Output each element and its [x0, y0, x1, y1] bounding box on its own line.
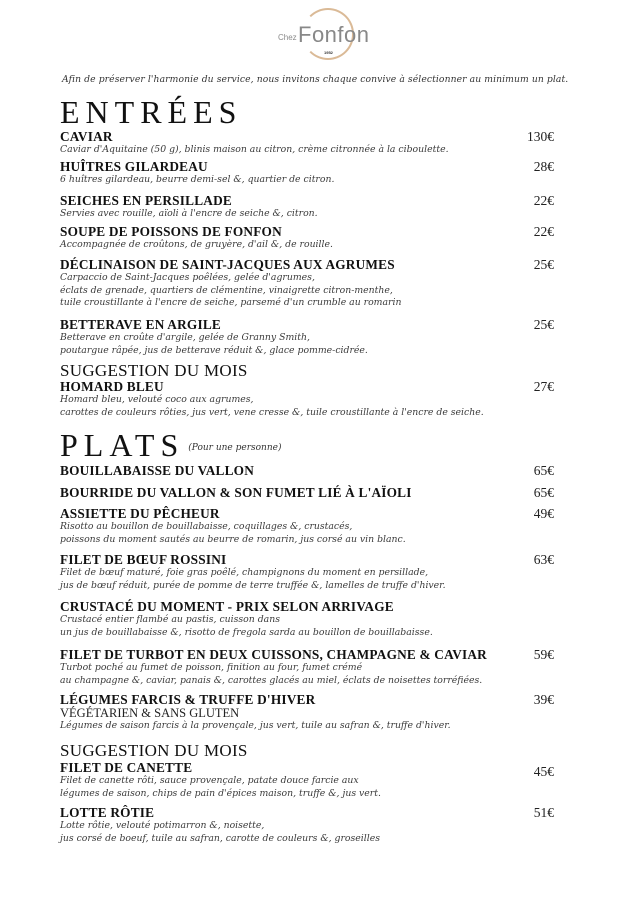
item-price: 39€ — [533, 692, 554, 707]
menu-item — [60, 692, 560, 733]
item-name: BOURRIDE DU VALLON & SON FUMET LIÉ À L'AÏOLI — [60, 485, 412, 500]
menu-item — [60, 805, 560, 845]
menu-item — [60, 760, 560, 800]
menu-item — [60, 257, 560, 310]
item-desc: Lotte rôtie, velouté potimarron &, noisette, — [60, 820, 265, 831]
intro-note: Afin de préserver l'harmonie du service, nous invitons chaque convive à sélectionner au minimum un plat. — [62, 74, 569, 85]
item-desc: Légumes de saison farcis à la provençale, jus vert, tuile au safran &, truffe d'hiver. — [60, 720, 451, 731]
item-desc: Crustacé entier flambé au pastis, cuisson dans — [60, 614, 280, 625]
item-desc: tuile croustillante à l'encre de seiche, parsemé d'un crumble au romarin — [60, 297, 402, 309]
item-price: 49€ — [533, 506, 554, 521]
item-name: SOUPE DE POISSONS DE FONFON — [60, 224, 282, 239]
item-price: 59€ — [533, 647, 554, 662]
item-desc: jus de bœuf réduit, purée de pomme de terre truffée &, lamelles de truffe d'hiver. — [60, 579, 446, 591]
menu-item — [60, 159, 560, 187]
item-desc: Turbot poché au fumet de poisson, finition au four, fumet crémé — [60, 662, 363, 673]
item-dietary-tag: VÉGÉTARIEN & SANS GLUTEN — [60, 706, 240, 720]
menu-item — [60, 463, 560, 478]
item-name: SEICHES EN PERSILLADE — [60, 193, 232, 208]
item-price: 65€ — [533, 463, 554, 478]
item-price: 51€ — [533, 805, 554, 820]
logo-prefix: Chez — [278, 33, 297, 42]
section-subtitle: (Pour une personne) — [188, 443, 282, 453]
item-desc: légumes de saison, chips de pain d'épices maison, truffe &, jus vert. — [60, 787, 381, 799]
item-price: 25€ — [533, 257, 554, 272]
item-desc: Homard bleu, velouté coco aux agrumes, — [60, 394, 254, 405]
item-price: 65€ — [533, 485, 554, 500]
item-name: HUÎTRES GILARDEAU — [60, 159, 208, 174]
item-name: BOUILLABAISSE DU VALLON — [60, 463, 255, 478]
menu-item — [60, 599, 560, 639]
item-desc: un jus de bouillabaisse &, risotto de fregola sarda au bouillon de bouillabaisse. — [60, 626, 433, 638]
item-desc: Caviar d'Aquitaine (50 g), blinis maison au citron, crème citronnée à la ciboulette. — [60, 144, 449, 155]
item-desc: au champagne &, caviar, panais &, carottes glacés au miel, éclats de noisettes torréfiées. — [60, 674, 483, 686]
logo-name: Fonfon — [298, 22, 370, 47]
item-price: 63€ — [533, 552, 554, 567]
item-desc: poutargue râpée, jus de betterave réduit &, glace pomme-cidrée. — [60, 344, 368, 356]
item-name: ASSIETTE DU PÊCHEUR — [60, 506, 220, 521]
item-name: FILET DE TURBOT EN DEUX CUISSONS, CHAMPAGNE & CAVIAR — [60, 647, 487, 662]
item-name: CAVIAR — [60, 129, 113, 144]
item-desc: Filet de bœuf maturé, foie gras poêlé, champignons du moment en persillade, — [60, 567, 429, 578]
item-desc: Accompagnée de croûtons, de gruyère, d'ail &, de rouille. — [60, 239, 333, 250]
item-desc: 6 huîtres gilardeau, beurre demi-sel &, quartier de citron. — [60, 174, 335, 185]
item-desc: Betterave en croûte d'argile, gelée de Granny Smith, — [60, 332, 310, 343]
item-name: DÉCLINAISON DE SAINT-JACQUES AUX AGRUMES — [60, 257, 395, 272]
item-desc: jus corsé de boeuf, tuile au safran, carotte de couleurs &, groseilles — [60, 832, 380, 844]
item-name: CRUSTACÉ DU MOMENT - PRIX SELON ARRIVAGE — [60, 599, 394, 614]
suggestion-heading-plats: SUGGESTION DU MOIS — [60, 741, 248, 760]
item-desc: Risotto au bouillon de bouillabaisse, coquillages &, crustacés, — [60, 521, 353, 532]
item-name: LÉGUMES FARCIS & TRUFFE D'HIVER — [60, 692, 316, 707]
item-desc: Carpaccio de Saint-Jacques poêlées, gelée d'agrumes, — [60, 272, 315, 283]
suggestion-heading-entrees: SUGGESTION DU MOIS — [60, 361, 248, 380]
section-title-text: PLATS — [60, 427, 185, 463]
menu-item — [60, 379, 560, 419]
menu-item — [60, 193, 560, 221]
item-price: 25€ — [533, 317, 554, 332]
menu-item — [60, 224, 560, 252]
item-desc: Filet de canette rôti, sauce provençale, patate douce farcie aux — [60, 775, 359, 786]
menu-item — [60, 506, 560, 546]
item-name: HOMARD BLEU — [60, 379, 164, 394]
item-desc: Servies avec rouille, aïoli à l'encre de seiche &, citron. — [60, 208, 318, 219]
logo-year: 1952 — [324, 50, 333, 55]
item-name: BETTERAVE EN ARGILE — [60, 317, 221, 332]
item-price: 45€ — [533, 764, 554, 779]
item-price: 22€ — [533, 193, 554, 208]
restaurant-logo — [276, 8, 370, 62]
item-price: 130€ — [527, 129, 554, 144]
menu-item — [60, 129, 560, 157]
menu-item — [60, 485, 560, 500]
item-price: 27€ — [533, 379, 554, 394]
menu-item — [60, 317, 560, 357]
item-desc: poissons du moment sautés au beurre de romarin, jus corsé au vin blanc. — [60, 533, 406, 545]
item-desc: éclats de grenade, quartiers de clémentine, vinaigrette citron-menthe, — [60, 284, 393, 296]
item-name: FILET DE CANETTE — [60, 760, 193, 775]
menu-item — [60, 647, 560, 687]
item-desc: carottes de couleurs rôties, jus vert, vene cresse &, tuile croustillante à l'encre de seiche. — [60, 406, 484, 418]
item-name: LOTTE RÔTIE — [60, 805, 155, 820]
section-title-entrees: ENTRÉES — [60, 94, 243, 130]
menu-item — [60, 552, 560, 592]
item-price: 22€ — [533, 224, 554, 239]
item-name: FILET DE BŒUF ROSSINI — [60, 552, 227, 567]
item-price: 28€ — [533, 159, 554, 174]
section-title-plats — [60, 429, 281, 461]
